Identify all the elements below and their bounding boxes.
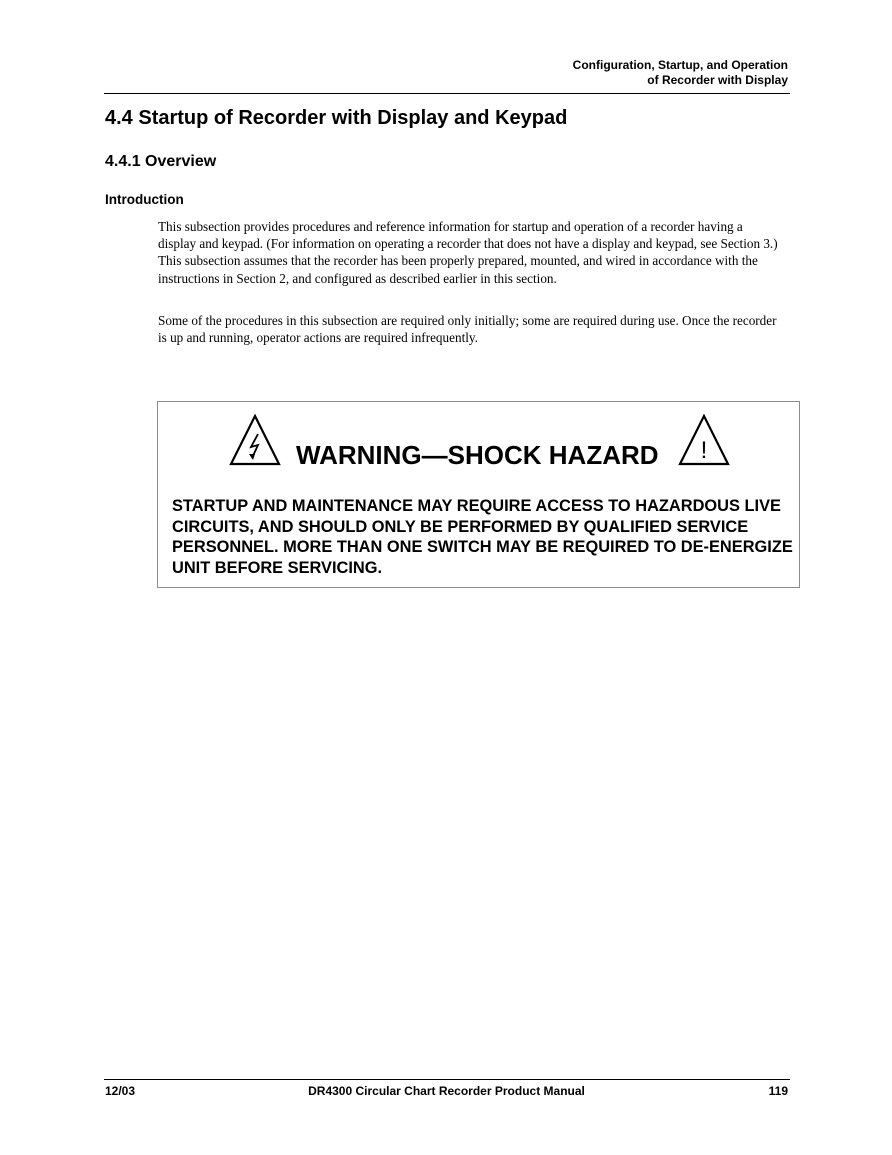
- section-heading: 4.4 Startup of Recorder with Display and Keypad: [105, 107, 568, 129]
- running-header: [573, 58, 788, 88]
- running-header-line-1: Configuration, Startup, and Operation: [572, 58, 788, 72]
- warning-title: WARNING—SHOCK HAZARD: [296, 440, 659, 470]
- warning-box: [157, 401, 800, 588]
- page-footer: [105, 1084, 788, 1100]
- footer-title: DR4300 Circular Chart Recorder Product Manual: [308, 1084, 585, 1098]
- exclamation-warning-icon: [678, 414, 730, 466]
- footer-rule: [104, 1079, 790, 1080]
- footer-date: 12/03: [105, 1084, 136, 1098]
- header-rule: [104, 93, 790, 94]
- warning-text: STARTUP AND MAINTENANCE MAY REQUIRE ACCESS TO HAZARDOUS LIVE CIRCUITS, AND SHOULD ONLY BE PERFORMED BY QUALIFIED SERVICE PERSONNEL. MORE THAN ONE SWITCH MAY BE REQUIRED TO DE-ENERGIZE UNIT BEFORE SERVICING.: [172, 497, 793, 577]
- introduction-paragraph-2: Some of the procedures in this subsection are required only initially; some are required during use. Once the recorder is up and running, operator actions are required infrequently.: [158, 313, 777, 346]
- footer-page-number: 119: [768, 1084, 788, 1098]
- warning-title-row: [158, 414, 799, 470]
- introduction-paragraph-1: This subsection provides procedures and reference information for startup and operation of a recorder having a display and keypad. (For information on operating a recorder that does not have a display and keypad, see Section 3.) This subsection assumes that the recorder has been properly prepared, mounted, and wired in accordance with the instructions in Section 2, and configured as described earlier in this section.: [158, 219, 778, 286]
- exclamation-mark: !: [700, 437, 708, 464]
- introduction-heading: Introduction: [105, 192, 184, 207]
- running-header-line-2: of Recorder with Display: [647, 73, 788, 87]
- electric-shock-warning-icon: [229, 414, 281, 466]
- subsection-heading: 4.4.1 Overview: [105, 153, 217, 170]
